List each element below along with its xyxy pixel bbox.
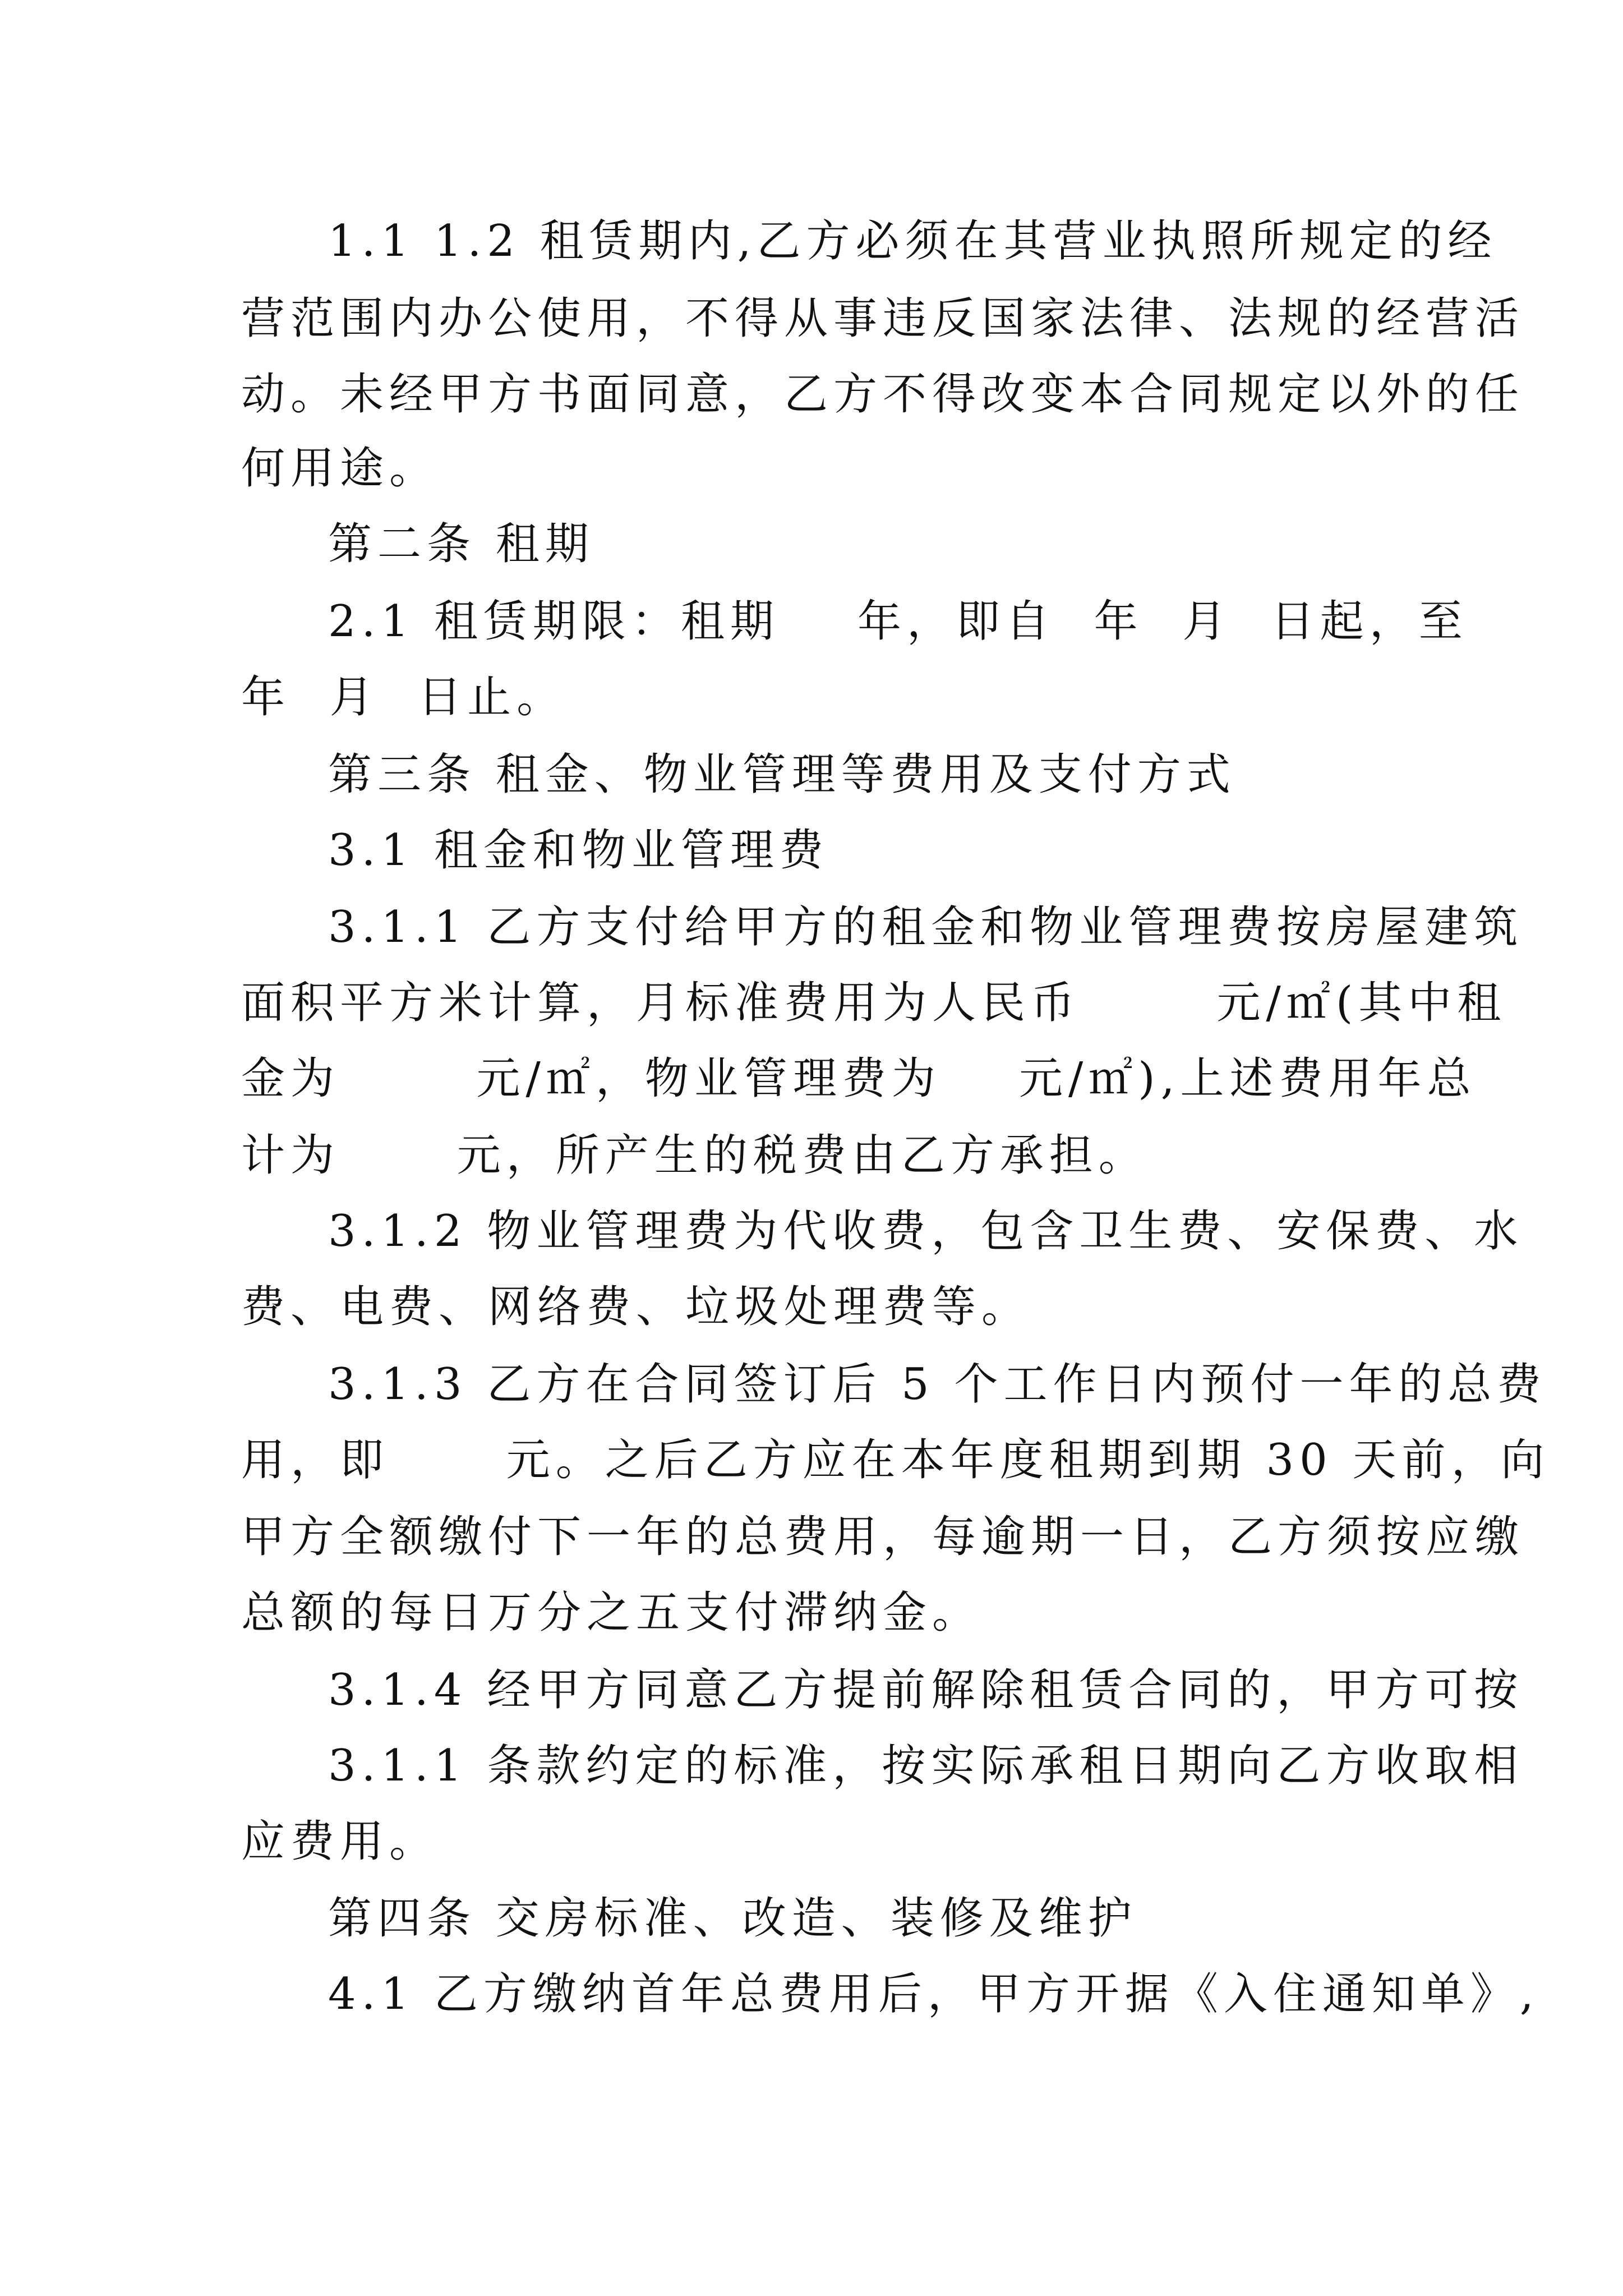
section-heading: 第四条 交房标准、改造、装修及维护: [328, 1893, 1137, 1944]
paragraph-line: 3.1.2 物业管理费为代收费，包含卫生费、安保费、水: [328, 1206, 1524, 1257]
paragraph-line: 费、电费、网络费、垃圾处理费等。: [241, 1282, 1031, 1332]
paragraph-line: 1.1 1.2 租赁期内,乙方必须在其营业执照所规定的经: [328, 216, 1497, 266]
paragraph-line: 年 月 日止。: [241, 672, 566, 723]
paragraph-line: 金为 元/㎡，物业管理费为 元/㎡),上述费用年总: [241, 1053, 1477, 1104]
paragraph-line: 2.1 租赁期限：租期 年，即自 年 月 日起，至: [328, 596, 1468, 647]
section-heading: 第三条 租金、物业管理等费用及支付方式: [328, 749, 1236, 800]
paragraph-line: 用，即 元。之后乙方应在本年度租期到期 30 天前，向: [241, 1435, 1550, 1485]
paragraph-line: 3.1 租金和物业管理费: [328, 825, 829, 876]
paragraph-line: 何用途。: [241, 443, 439, 494]
paragraph-line: 面积平方米计算，月标准费用为人民币 元/㎡(其中租: [241, 978, 1507, 1028]
paragraph-line: 3.1.3 乙方在合同签订后 5 个工作日内预付一年的总费: [328, 1359, 1547, 1410]
paragraph-line: 动。未经甲方书面同意，乙方不得改变本合同规定以外的任: [241, 369, 1525, 420]
paragraph-line: 总额的每日万分之五支付滞纳金。: [241, 1588, 982, 1638]
paragraph-line: 3.1.1 条款约定的标准，按实际承租日期向乙方收取相: [328, 1741, 1524, 1791]
paragraph-line: 计为 元，所产生的税费由乙方承担。: [241, 1130, 1148, 1181]
paragraph-line: 3.1.4 经甲方同意乙方提前解除租赁合同的，甲方可按: [328, 1665, 1524, 1715]
paragraph-line: 甲方全额缴付下一年的总费用，每逾期一日，乙方须按应缴: [241, 1512, 1525, 1562]
paragraph-line: 3.1.1 乙方支付给甲方的租金和物业管理费按房屋建筑: [328, 902, 1524, 953]
paragraph-line: 应费用。: [241, 1816, 439, 1867]
paragraph-line: 4.1 乙方缴纳首年总费用后，甲方开据《入住通知单》,: [328, 1969, 1539, 2019]
section-heading: 第二条 租期: [328, 519, 594, 569]
paragraph-line: 营范围内办公使用，不得从事违反国家法律、法规的经营活: [241, 293, 1525, 344]
